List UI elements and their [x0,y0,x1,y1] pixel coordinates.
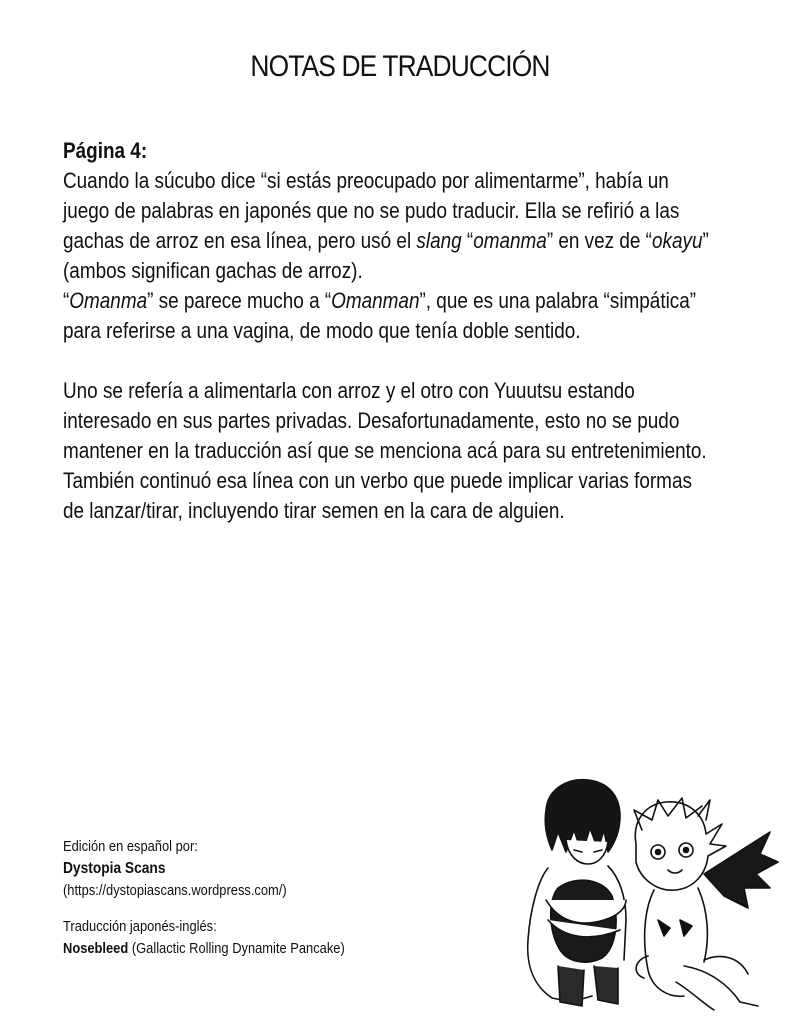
credits [63,836,459,960]
credits-spacer [63,902,459,916]
note-italic-term: okayu [651,228,703,253]
note-text: ” (ambos significan gachas de arroz). [63,228,709,283]
note-italic-term: omanma [473,228,547,253]
paragraph-spacer [63,346,717,376]
translation-label: Traducción japonés-inglés: [63,918,217,935]
note-text: ” en vez de “ [546,228,652,253]
manga-characters-illustration [508,770,780,1015]
note-text: Cuando la súcubo dice “si estás preocupado por alimentarme”, había un juego de palabras en japonés que no se pudo traducir. Ella se refirió a las gachas de arroz en esa línea, pero usó el [63,168,680,253]
page-heading: Página 4: [63,138,148,163]
note-italic-term: slang [416,228,462,253]
note-text: “ [461,228,474,253]
group-name: Dystopia Scans [63,860,166,877]
translator-line [63,938,459,960]
note-italic-term: Omanman [331,288,420,313]
translator-name: Nosebleed [63,940,129,957]
page-title: NOTAS DE TRADUCCIÓN [250,50,550,83]
note-italic-term: Omanma [69,288,148,313]
note-paragraph-3: Uno se refería a alimentarla con arroz y el otro con Yuuutsu estando interesado en sus partes privadas. Desafortunadamente, esto no se pudo mantener en la traducción así que se menciona acá para su entretenimiento. También continuó esa línea con un verbo que puede implicar varias formas de lanzar/tirar, incluyendo tirar semen en la cara de alguien. [63,378,707,523]
group-url: (https://dystopiascans.wordpress.com/) [63,882,287,899]
edition-label: Edición en español por: [63,838,198,855]
note-paragraph-1 [63,166,717,286]
translation-notes [63,136,717,526]
note-text: “ [63,288,70,313]
note-text: ” se parece mucho a “ [147,288,332,313]
note-paragraph-2 [63,286,717,346]
note-text: ”, que es una palabra “simpática” para referirse a una vagina, de modo que tenía doble sentido. [63,288,697,343]
translator-group: (Gallactic Rolling Dynamite Pancake) [128,940,345,957]
